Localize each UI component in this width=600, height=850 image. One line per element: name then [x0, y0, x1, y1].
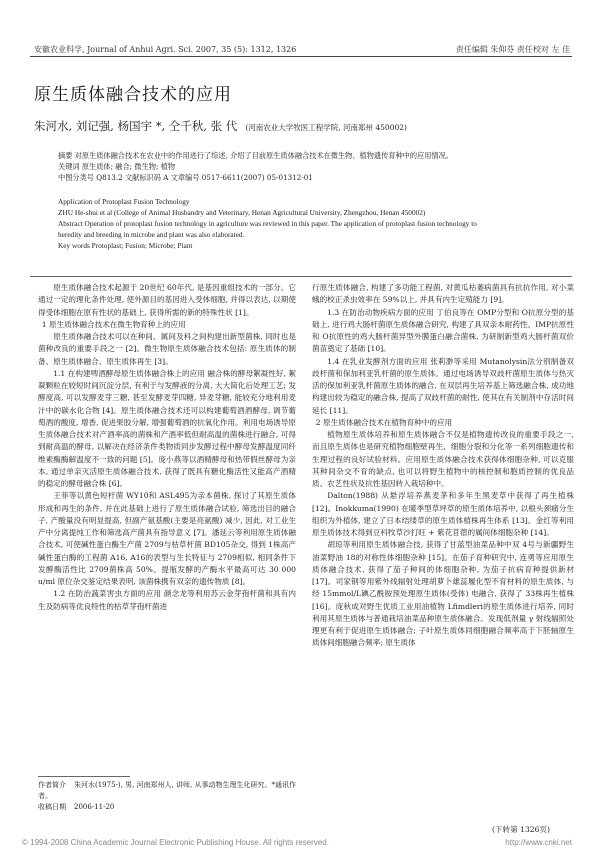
footnote-author	[38, 780, 298, 802]
body-paragraph: 原生质体融合技术可以在种间、属间及科之间构建出新型菌株, 同时也是菌种改良的重要手段之一 [2]。微生物原生质体融合技术包括: 原生质体的制备、原生质体融合、原生质体再生 [3]。	[38, 332, 296, 366]
continued-note: (下转第 1326页)	[491, 825, 550, 834]
footnote-rule	[38, 776, 130, 777]
author-names: 朱河水, 刘记强, 杨国宇 *, 仝千秋, 张 代	[34, 119, 238, 133]
header-rule	[30, 56, 572, 57]
website-link[interactable]: http://www.cnki.net	[505, 838, 572, 847]
footnote-author-info: 朱河水(1975-), 男, 河南郑州人, 讲师, 从事动物生理生化研究。*通讯作者。	[38, 781, 296, 800]
cn-abstract: 摘要 对原生质体融合技术在农业中的作用进行了综述, 介绍了目前原生质体融合技术在微生物、植物遗传育种中的应用情况。	[58, 151, 453, 160]
footnote-author-label: 作者简介	[38, 781, 66, 789]
article-title: 原生质体融合技术的应用	[34, 85, 232, 105]
body-paragraph: 行原生质体融合, 构建了多功能工程菌, 对黄瓜枯萎病菌具有抗抗作用, 对小菜蛾的校正杀虫效率在 59%以上, 并具有内生定殖能力 [9]。	[312, 283, 574, 305]
section-heading-2: 2 原生质体融合技术在植物育种中的应用	[315, 417, 453, 427]
author-affiliation: (河南农业大学牧医工程学院, 河南郑州 450002)	[245, 123, 407, 132]
cn-classification: 中图分类号 Q813.2 文献标识码 A 文章编号 0517-6611(2007) 05-01312-01	[58, 173, 313, 182]
left-column	[38, 282, 296, 613]
footnote-received-date: 2006-11-20	[74, 803, 115, 811]
editor-credits: 责任编辑 朱仰芬 责任校对 左 佳	[455, 45, 570, 54]
intro-paragraph: 原生质体融合技术起源于 20世纪 60年代, 是基因重组技术的一部分。它通过一定的理化条件处理, 使外源目的基因进入受体细胞, 并得以表达, 以期使得受体细胞在原有性状的基础上, 获得所需的新的特殊性状 [1]。	[38, 283, 296, 317]
journal-citation: 安徽农业科学, Journal of Anhui Agri. Sci. 2007, 35 (5): 1312, 1326	[34, 45, 297, 54]
page-footer	[0, 838, 600, 850]
copyright-text: © 1994-2008 China Academic Journal Electronic Publishing House. All rights reserved.	[22, 838, 329, 847]
right-column	[312, 282, 574, 650]
footnote-received-label: 收稿日期	[38, 803, 66, 811]
body-paragraph: 植物原生质体培养和原生质体融合不仅是植物遗传改良的重要手段之一, 而且原生质体也是研究植物细胞壁再生、细胞分裂和分化等一系列细胞遗传和生理过程的良好试验材料。应用原生质体融合技术获得体细胞杂种, 可以克服其种间杂交不育的缺点, 也可以将野生植物中的核控制和胞质控制的优良品质、农艺性状及抗性基因转入栽培种中。	[312, 430, 574, 488]
body-paragraph: 胡琼等利用原生质体融合技, 获得了甘蓝型油菜品种中双 4号与新疆野生油菜野油 18的对称性体细胞杂种 [15]。在茄子育种研究中, 连勇等应用原生质体融合技术, 获得了茄子种间的体细胞杂种, 为茄子抗病育种提供新材 [17]。司家钢等用紫外线辐射处理胡萝卜雄蕊履化型不育材料的原生质体, 与经 15mmol/L碘乙酰胺预处理原生质体(受体) 电融合, 获得了 33株再生植株 [16]。庞秋成对野生优质工业用油植物 Lfimdleri的原生质体进行培养, 同时利用其原生质体与普通栽培油菜品种原生质体融合。发现低剂量 γ 射线辐照处理更有利于促进原生质体融合; 子叶原生质体同细胞融合频率高于下胚轴原生质体间细胞融合频率; 原生质体	[312, 540, 574, 648]
abstract-rule	[30, 276, 572, 277]
footnote-received	[38, 802, 298, 813]
body-paragraph: 1.1 在构建啤酒酵母原生质体融合株上的应用 融合株的酵母絮凝性好, 絮凝颗粒在较短时间沉淀分层, 有利于与发酵液的分离, 大大简化后处理工艺; 发酵度高, 可以发酵麦芽三糖, 甚至发酵麦芽四糖, 异麦芽糖, 能较充分地利用麦汁中的碳水化合物 [4]。原生质体融合技术还可以构建葡萄酒酒酵母, 调节葡萄酒的酸度, 增香, 促进果胶分解, 增强葡萄酒的抗氧化作用。利用电场诱导原生质体融合技术对产酒率高的菌株和产酒率低但耐高温的菌株进行融合, 可得到耐高温的酵母, 以解决在经济条件类物质同步发酵过程中酵母发酵温度同纤维素酶酶解温度不一致的问题 [5]。庞小燕等以酒精酵母和热带假丝酵母为亲本, 通过单亲灭活原生质体融合技术, 获得了既具有糖化酶活性又能高产酒精的稳定的酵母融合株 [6]。	[38, 368, 296, 488]
author-line	[34, 118, 407, 134]
en-abstract-line2: heredity and breeding in microbe and plant was also elaborated.	[58, 230, 245, 239]
body-paragraph: 1.3 在防治动物疾病方面的应用 丁伯良等在 OMP分型和 O抗原分型的基础上, 进行鸡大肠杆菌原生质体融合研究, 构建了具双亲本耐药性、IMP抗原性和 O抗原性的鸡大肠杆菌异型外膜蛋白融合菌株, 为研制新型鸡大肠杆菌双价菌苗奠定了基础 [10]。	[312, 307, 574, 354]
en-authors: ZHU He-shui et al (College of Animal Husbandry and Veterinary, Henan Agricultural University, Zhengzhou, Henan 450002)	[58, 208, 426, 217]
en-title: Application of Protoplast Fusion Technology	[58, 197, 190, 206]
body-paragraph: Dalton(1988) 从悬浮培养燕麦茅和多年生黑麦草中获得了再生植株 [12]。Inokkuma(1990) 在暖季型草坪草的原生质体培养中, 以根头颈痛分生组织为外植体, 建立了日本结缕草的原生质体植株再生体系 [13]。金红等利用原生质体技术得到豆科牧草沙打旺 + 紫花苜蓿的属间体细胞杂种 [14]。	[312, 491, 574, 537]
cn-keywords: 关键词 原生质体; 融合; 微生物; 植物	[58, 162, 176, 171]
en-abstract-line1: Abstract Operation of protoplast fusion technology in agriculture was reviewed in this paper. The application of protoplast fusion technology to	[58, 219, 477, 228]
section-heading-1: 1 原生质体融合技术在微生物育种上的应用	[41, 319, 186, 329]
body-paragraph: 王菲等以黄色短杆菌 WY10和 ASL495为亲本菌株, 探讨了其原生质体形成和再生的条件, 并在此基础上进行了原生质体融合试验, 筛选出目的融合子, 产酸量没有明显提高, 但副产氨基酸(主要是亮氨酸) 减少, 因此, 对工业生产中分离提纯工作和筛选高产菌具有指导意义 [7]。潘延云等利用原生质体融合技术, 可使碱性蛋白酶生产菌 2709与枯草杆菌 BD105杂交, 得到 1株高产碱性蛋白酶的工程菌 A16, A16的表型与生长特征与 2709相似, 相同条件下发酵酶活性比 2709菌株高 50%。提瓶发酵的产酶水平最高可达 30 000 u/ml 原位杂交鉴定结果表明, 该菌株携有双亲的遗传物质 [8]。	[38, 491, 296, 586]
body-paragraph: 1.4 在乳业发酵剂方面的应用 张莉渺等采用 Mutanolysin法分别制备双歧杆菌和保加利亚乳杆菌的原生质体。通过电场诱导双歧杆菌原生质体与热灭活的保加利亚乳杆菌原生质体的融合, 在双层再生培养基上筛选融合株, 成功地构建出较为稳定的融合株, 提高了双歧杆菌的耐性, 使其在有关制剂中存活时间延长 [11]。	[312, 356, 574, 415]
en-keywords: Key words Protoplast; Fusion; Microbe; Plant	[58, 241, 193, 250]
body-paragraph: 1.2 在防治蔬菜害虫方面的应用 颜念龙等利用苏云金芽孢杆菌和具有内生及防病等优良特性的枯草芽孢杆菌进	[38, 589, 296, 611]
